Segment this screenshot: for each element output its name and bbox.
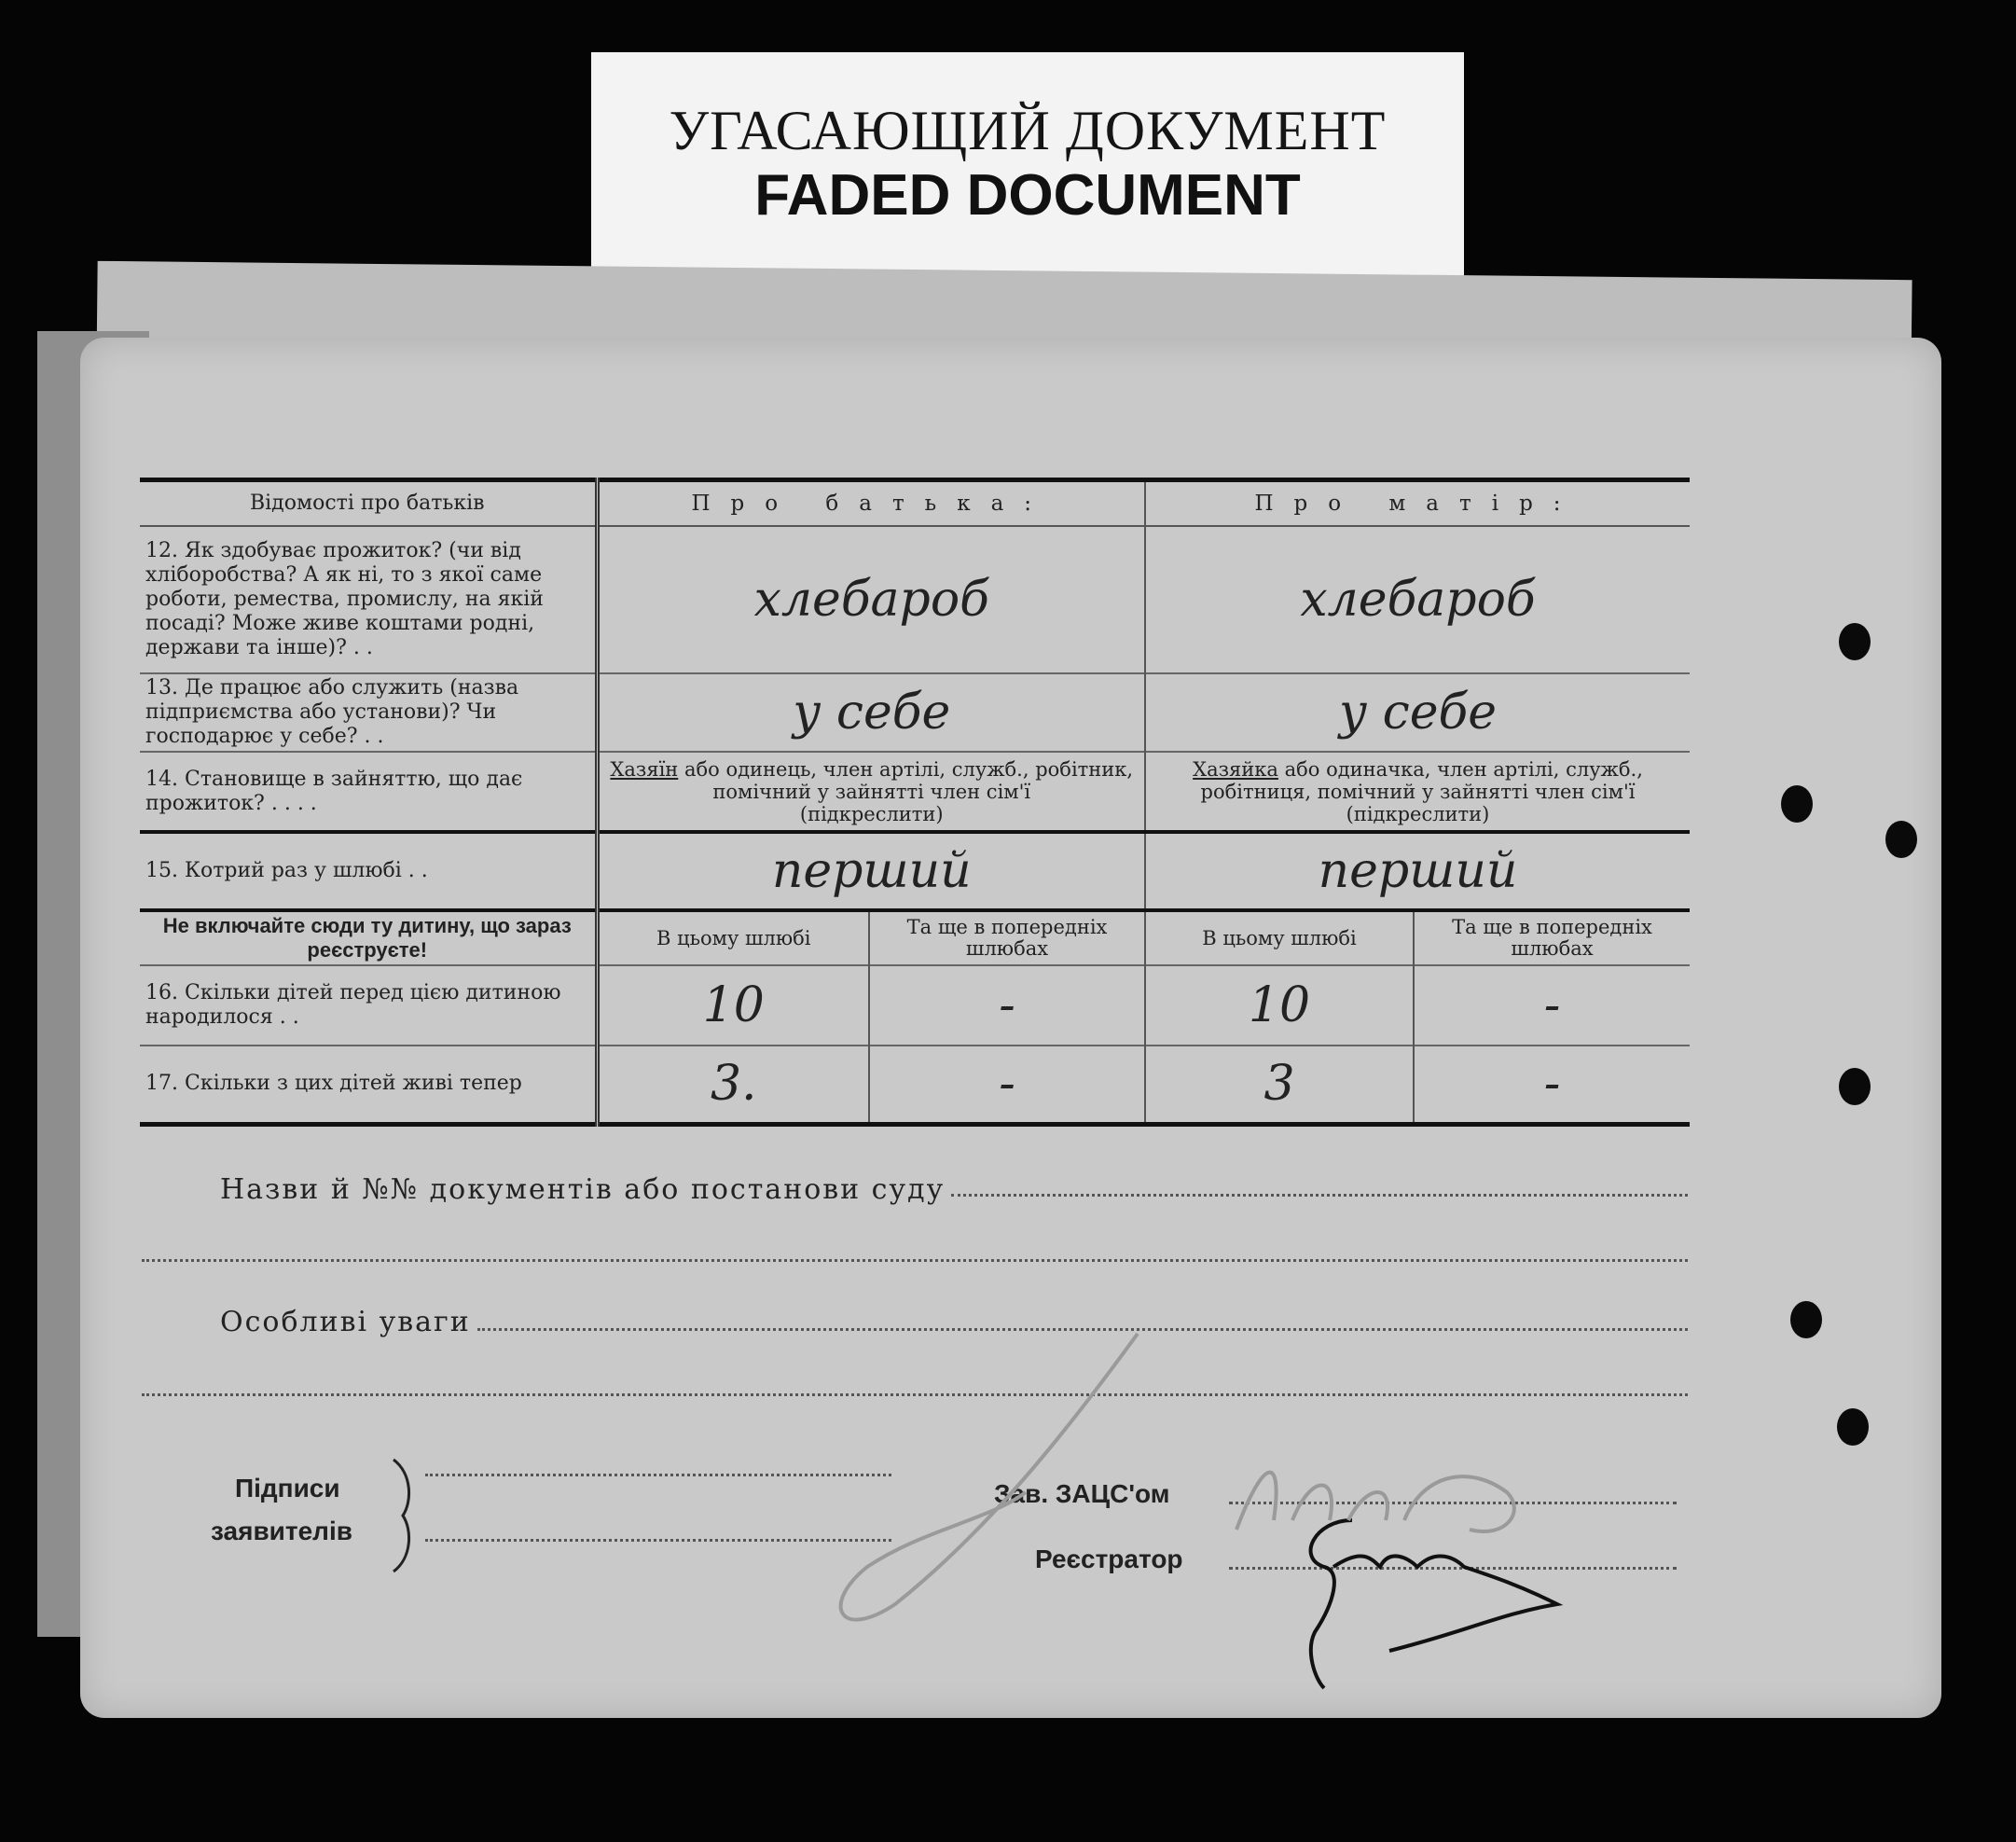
faded-document-label [591, 52, 1464, 297]
answer-14-father [597, 752, 1145, 832]
answer-16-father-prev: - [869, 965, 1145, 1046]
question-13: 13. Де працює або служить (назва підприємства або установи)? Чи господарює у себе? . . [140, 673, 597, 752]
answer-13-father: у себе [597, 673, 1145, 752]
applicants-signature-label-2: заявителів [211, 1517, 352, 1545]
answer-13-mother: у себе [1145, 673, 1690, 752]
applicants-bracket [384, 1455, 421, 1576]
answer-16-mother-prev: - [1414, 965, 1690, 1046]
faint-signature [783, 1324, 1175, 1641]
form-row-14 [140, 752, 1690, 832]
documents-label: Назви й №№ документів або постанови суду [220, 1173, 946, 1206]
answer-17-father-this: 3. [597, 1046, 869, 1124]
form-row-16 [140, 965, 1690, 1046]
punch-hole [1837, 1408, 1869, 1446]
answer-17-mother-this: 3 [1145, 1046, 1414, 1124]
options-father: або одинець, член артілі, служб., робітник, помічний у зайнятті член сім'ї [678, 757, 1134, 803]
header-previous-marriages-mother: Та ще в попередніх шлюбах [1414, 910, 1690, 965]
question-15: 15. Котрий раз у шлюбі . . [140, 832, 597, 910]
form-row-17 [140, 1046, 1690, 1124]
applicants-signature-label-1: Підписи [235, 1474, 340, 1503]
answer-15-father: перший [597, 832, 1145, 910]
question-14: 14. Становище в зайняттю, що дає прожиток? . . . . [140, 752, 597, 832]
registrar-label: Реєстратор [1035, 1544, 1183, 1573]
label-english: FADED DOCUMENT [754, 163, 1301, 228]
form-header-row [140, 480, 1690, 527]
header-father: Про батька: [597, 480, 1145, 527]
documents-line-2 [142, 1259, 1688, 1262]
header-previous-marriages-father: Та ще в попередніх шлюбах [869, 910, 1145, 965]
head-zags-label: Зав. ЗАЦС'ом [994, 1479, 1170, 1508]
documents-line [951, 1194, 1688, 1197]
question-16: 16. Скільки дітей перед цією дитиною народилося . . [140, 965, 597, 1046]
question-12: 12. Як здобуває прожиток? (чи від хліборобства? А як ні, то з якої саме роботи, ремества, промислу, на якій посаді? Може живе коштами родні, держави та інше)? . . [140, 526, 597, 673]
underlined-choice-mother: Хазяйка [1193, 757, 1278, 781]
answer-16-father-this: 10 [597, 965, 869, 1046]
children-warning: Не включайте сюди ту дитину, що зараз реєструєте! [140, 910, 597, 965]
punch-hole [1790, 1301, 1822, 1338]
form-row-13 [140, 673, 1690, 752]
form-row-12 [140, 526, 1690, 673]
header-this-marriage-father: В цьому шлюбі [597, 910, 869, 965]
underline-note-father: (підкреслити) [799, 802, 944, 825]
punch-hole [1885, 821, 1917, 858]
underlined-choice-father: Хазяїн [610, 757, 679, 781]
answer-12-mother: хлебароб [1300, 572, 1536, 628]
faint-head-signature [1227, 1436, 1544, 1548]
answer-17-father-prev: - [869, 1046, 1145, 1124]
answer-12-father: хлебароб [597, 526, 1145, 673]
question-17: 17. Скільки з цих дітей живі тепер [140, 1046, 597, 1124]
children-header-row [140, 910, 1690, 965]
header-this-marriage-mother: В цьому шлюбі [1145, 910, 1414, 965]
punch-hole [1781, 785, 1813, 823]
answer-15-mother: перший [1145, 832, 1690, 910]
answer-16-mother-this: 10 [1145, 965, 1414, 1046]
punch-hole [1839, 1068, 1871, 1105]
punch-hole [1839, 623, 1871, 660]
answer-14-mother [1145, 752, 1690, 832]
answer-17-mother-prev: - [1414, 1046, 1690, 1124]
header-mother: Про матір: [1145, 480, 1690, 527]
header-parents-info: Відомості про батьків [140, 480, 597, 527]
label-russian: УГАСАЮЩИЙ ДОКУМЕНТ [669, 100, 1387, 161]
parents-info-form [140, 478, 1690, 1140]
form-row-15 [140, 832, 1690, 910]
underline-note-mother: (підкреслити) [1346, 802, 1490, 825]
options-mother: або одиначка, член артілі, служб., робітниця, помічний у зайнятті член сім'ї [1200, 757, 1643, 803]
special-notes-label: Особливі уваги [220, 1306, 471, 1338]
